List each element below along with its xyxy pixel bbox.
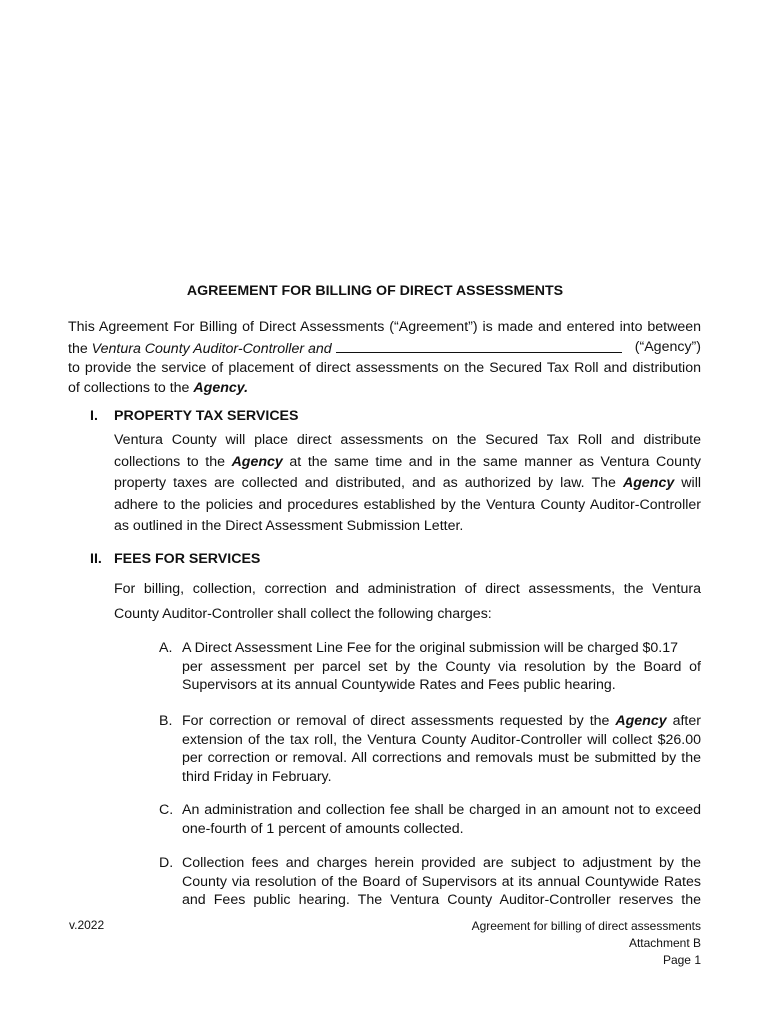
item-line: County via resolution of the Board of Supervisors at its annual Countywide Rates xyxy=(182,873,701,890)
item-line: per correction or removal. All corrections and removals must be submitted by the xyxy=(182,750,701,766)
list-letter: D. xyxy=(159,855,174,871)
page-title: AGREEMENT FOR BILLING OF DIRECT ASSESSMENTS xyxy=(186,283,564,299)
list-item-content xyxy=(182,639,701,695)
item-line: Supervisors at its annual Countywide Rates and Fees public hearing. xyxy=(182,677,616,693)
body-line: County Auditor-Controller shall collect the following charges: xyxy=(114,606,492,622)
item-line: per assessment per parcel set by the County via resolution by the Board of xyxy=(182,658,701,675)
text: property taxes are collected and distributed, and as authorized by law. The xyxy=(114,475,623,491)
section-number: I. xyxy=(90,408,98,424)
section-2-body xyxy=(114,577,701,627)
item-line: An administration and collection fee shall be charged in an amount not to exceed xyxy=(182,802,701,818)
agency-emphasis: Agency xyxy=(615,713,667,729)
item-line xyxy=(182,712,701,731)
footer-doc-name: Agreement for billing of direct assessments xyxy=(471,919,701,933)
body-line: as outlined in the Direct Assessment Submission Letter. xyxy=(114,518,464,534)
intro-line-1: This Agreement For Billing of Direct Assessments (“Agreement”) is made and entered into between xyxy=(68,319,701,335)
item-line: and Fees public hearing. The Ventura County Auditor-Controller reserves the xyxy=(182,892,701,908)
section-title: FEES FOR SERVICES xyxy=(114,551,261,567)
intro-paragraph xyxy=(68,318,701,398)
intro-line-4 xyxy=(68,379,701,399)
agency-emphasis: Agency xyxy=(231,453,283,470)
intro-line-2 xyxy=(68,338,701,360)
intro-agency-label: (“Agency”) xyxy=(634,338,701,355)
footer-attachment: Attachment B xyxy=(628,936,701,950)
list-item-content xyxy=(182,801,701,838)
intro-agency-emphasis: Agency. xyxy=(193,379,249,396)
item-line: A Direct Assessment Line Fee for the original submission will be charged $0.17 xyxy=(182,640,679,656)
text: will xyxy=(674,475,701,491)
intro-text: the xyxy=(68,340,92,357)
list-letter: A. xyxy=(159,640,173,656)
item-line: one-fourth of 1 percent of amounts collected. xyxy=(182,820,464,837)
list-letter: B. xyxy=(159,713,173,729)
body-line: For billing, collection, correction and administration of direct assessments, the Ventura xyxy=(114,581,701,597)
footer-version: v.2022 xyxy=(69,918,105,932)
list-letter: C. xyxy=(159,802,174,818)
item-line: extension of the tax roll, the Ventura County Auditor-Controller will collect $26.00 xyxy=(182,731,701,748)
footer-info xyxy=(472,918,701,969)
item-line: third Friday in February. xyxy=(182,768,332,785)
section-number: II. xyxy=(90,551,102,567)
body-line: adhere to the policies and procedures established by the Ventura County Auditor-Controller xyxy=(114,496,701,513)
agency-emphasis: Agency xyxy=(622,475,675,491)
agency-name-blank xyxy=(336,338,622,353)
body-line xyxy=(114,452,701,474)
body-line xyxy=(114,473,701,495)
text: For correction or removal of direct assessments requested by the xyxy=(182,713,616,729)
text: after xyxy=(666,713,701,729)
intro-line-3: to provide the service of placement of direct assessments on the Secured Tax Roll and distribution xyxy=(68,360,701,376)
text: collections to the xyxy=(114,453,232,470)
item-line: Collection fees and charges herein provided are subject to adjustment by the xyxy=(182,855,701,871)
intro-party-name: Ventura County Auditor-Controller and xyxy=(91,340,332,357)
body-line: Ventura County will place direct assessments on the Secured Tax Roll and distribute xyxy=(114,432,701,448)
intro-text: of collections to the xyxy=(68,379,194,396)
text: at the same time and in the same manner as Ventura County xyxy=(282,453,701,470)
list-item-content xyxy=(182,712,701,786)
footer-page-number: Page 1 xyxy=(662,953,701,967)
section-1-body xyxy=(114,430,701,538)
section-title: PROPERTY TAX SERVICES xyxy=(114,408,299,424)
list-item-content xyxy=(182,854,701,910)
